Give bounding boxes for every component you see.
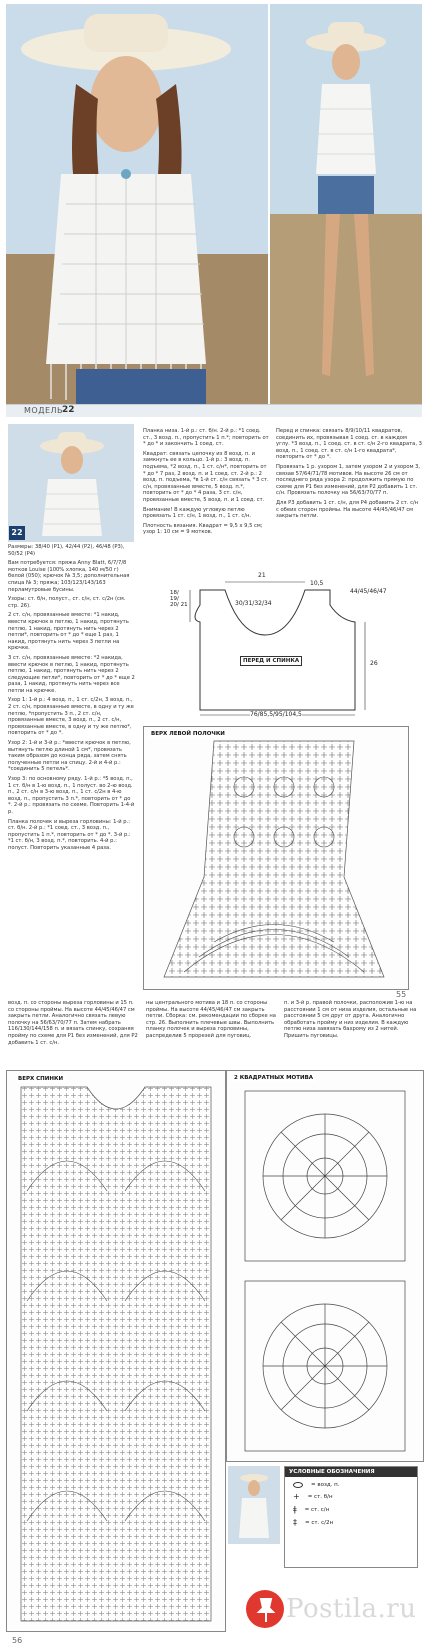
legend-item <box>293 1506 409 1514</box>
materials-paragraph: Вам потребуется: пряжа Anny Blatt, 6/7/7/8 мотков Louise (100% хлопка, 140 м/50 г) белой (050); крючок № 3,5; дополнительная спица № 3; пряжа; 103/123/143/163 перламутровые бусины. <box>8 560 130 593</box>
legend-thumbnail-photo <box>228 1466 280 1544</box>
legend-title: УСЛОВНЫЕ ОБОЗНАЧЕНИЯ <box>285 1467 417 1477</box>
watermark-text: Postila.ru <box>286 1594 417 1624</box>
left-placket-title: ВЕРХ ЛЕВОЙ ПОЛОЧКИ <box>148 730 228 738</box>
pin-logo-icon <box>246 1590 284 1628</box>
mid-paragraph-3: Плотность вязания. Квадрат = 9,5 x 9,5 см; узор 1: 10 см = 9 мотков. <box>143 522 263 536</box>
page-number-right: 56 <box>12 1636 23 1645</box>
legend-item-label: = ст. с/н <box>304 1507 330 1513</box>
dim-top: 21 <box>258 572 266 579</box>
schematic-drawing <box>170 560 420 720</box>
back-top-title: ВЕРХ СПИНКИ <box>15 1075 66 1083</box>
left-text-column <box>8 544 136 852</box>
model-photo-front <box>6 4 268 404</box>
dim-right: 10,5 <box>310 580 324 587</box>
technique-paragraph-2: 3 ст. с/н, провязанные вместе: *2 накида, ввести крючок в петлю, 1 накид, протянуть петлю, 1 накид, протянуть нить через 2 следующие петли*, повторить от * до * еще 2 раза, 1 накид, протянуть нить через все петли на крючке. <box>8 654 135 694</box>
legend-item <box>293 1493 409 1501</box>
patterns-paragraph: Узоры: ст. б/н, полуст., ст. с/н, ст. с/2н (см. стр. 26). <box>8 596 126 609</box>
schematic-label: ПЕРЕД И СПИНКА <box>240 656 302 666</box>
left-placket-diagram <box>144 727 408 989</box>
model-caption-band <box>6 404 422 417</box>
bottom-text-col-1: возд. п. со стороны выреза горловины и 15 п. со стороны проймы. На высоте 44/45/46/47 см закрыть петли. Аналогично связать левую полочку на 56/63/70/77 п. Затем набрать 116/130/144/158 п. и вязать спинку, сохраняя пройму по схеме для P1 без изменений, для P2 добавить 1 ст. с/н. <box>8 1000 138 1046</box>
middle-text-column <box>143 428 269 536</box>
dim-left: 18/ 19/ 20/ 21 <box>170 590 188 608</box>
model-label: МОДЕЛЬ <box>24 406 64 415</box>
square-motifs-title: 2 КВАДРАТНЫХ МОТИВА <box>231 1074 316 1082</box>
dim-inner: 30/31/32/34 <box>235 600 272 607</box>
right-paragraph-3: Для P3 добавить 1 ст. с/н, для P4 добавить 2 ст. с/н с обеих сторон проймы. На высоте 44/45/46/47 см закрыть петли. <box>276 499 419 520</box>
back-top-chart <box>6 1070 226 1632</box>
back-top-diagram <box>7 1071 225 1631</box>
technique-paragraph-6: Планка полочек и выреза горловины: 1-й р.: ст. б/н. 2-й р.: *1 соед. ст., 3 возд. п., пропустить 1 п.*, повторить от * до *. 3-й р.: *1 ст. б/н, 3 возд. п.*, повторить. 4-й р.: полуст. Повторить указанные 4 раза. <box>8 818 131 851</box>
model-thumbnail-photo <box>8 424 134 542</box>
technique-paragraph-5: Узор 3: по основному ряду. 1-й р.: *5 возд. п., 1 ст. б/н в 1-ю возд. п., 1 полуст. во 2-ю возд. п., 2 ст. с/н в 3-ю возд. п., 1 ст. с/2н в 4-ю возд. п., пропустить 3 п.*, повторить от * до *. 2-й р.: провязать по схеме. Повторить 1-4-й р. <box>8 776 135 815</box>
treble-crochet-icon: ‡ <box>293 1518 297 1527</box>
dim-side: 44/45/46/47 <box>350 588 387 595</box>
thumbnail-illustration <box>8 424 134 542</box>
model-photo-illustration <box>6 4 268 404</box>
model-photo-illustration <box>270 4 422 404</box>
front-back-schematic <box>170 560 420 720</box>
right-paragraph-2: Провязать 1 р. узором 1, затем узором 2 и узором 3, связав 57/64/71/78 мотивов. На высоте 26 см от последнего ряда узора 2: продолжить прямую по схеме для P1 без изменений, для P2 добавить 1 ст. с/н. Провязать полочку на 56/63/70/77 п. <box>276 463 421 497</box>
mid-paragraph-4: Внимание! В каждую угловую петлю провязать 1 ст. с/н, 1 возд. п., 1 ст. с/н. <box>143 506 252 520</box>
dim-bottom: 76/85,5/95/104,5 <box>250 711 302 718</box>
square-motifs-chart <box>226 1070 424 1462</box>
legend-item-label: = ст. б/н <box>307 1494 333 1500</box>
model-badge-number: 22 <box>11 528 23 537</box>
mid-paragraph-2: Квадрат: связать цепочку из 8 возд. п. и замкнуть ее в кольцо. 1-й р.: 3 возд. п. подъема, *2 возд. п., 1 ст. с/н*, повторить от * до * 7 раз, 2 возд. п. и 1 соед. ст. 2-й р.: 2 возд. п. подъема, *в 1-й ст. с/н связать * 3 ст. с/н, провязанные вместе, 5 возд. п.*, повторить от * до * 4 раза, 3 ст. с/н, провязанные вместе, 5 возд. п. и 1 соед. ст. <box>143 450 269 503</box>
mid-paragraph-1: Планка низа. 1-й р.: ст. б/н. 2-й р.: *1 соед. ст., 3 возд. п., пропустить 1 п.*; повторить от * до * и закончить 1 соед. ст. <box>143 428 269 448</box>
pin-glyph-icon <box>246 1590 284 1628</box>
legend-item <box>293 1519 409 1527</box>
left-placket-chart <box>143 726 409 990</box>
dim-height: 26 <box>370 660 378 667</box>
bottom-text-col-2: ны центрального мотива и 18 п. со стороны проймы. На высоте 44/45/46/47 см закрыть петли. Сборка: см. рекомендации по сборке на стр. 26. Выполнить плечевые швы. Выполнить планку полочек и выреза горловины, распределив 5 прорезей для пуговиц. <box>146 1000 276 1039</box>
legend-box <box>284 1466 418 1568</box>
square-motifs-diagram <box>227 1071 423 1461</box>
model-number: 22 <box>62 405 75 415</box>
legend-item-label: = ст. с/2н <box>305 1520 334 1526</box>
legend-item-label: = возд. п. <box>311 1482 340 1488</box>
technique-paragraph-1: 2 ст. с/н, провязанные вместе: *1 накид, ввести крючок в петлю, 1 накид, протянуть петлю, 1 накид, протянуть нить через 2 петли*, повторить от * до * еще 1 раз, 1 накид, протянуть нить через 3 петли на крючке. <box>8 612 129 652</box>
right-text-column <box>276 428 422 520</box>
model-badge <box>9 526 25 540</box>
double-crochet-icon: ǂ <box>293 1505 297 1514</box>
right-paragraph-1: Перед и спинка: связать 8/9/10/11 квадратов, соединить их, провязывая 1 соед. ст. в каждом углу. *3 возд. п., 1 соед. ст. в ст. с/н 2-го квадрата, 3 возд. п., 1 соед. ст. в ст. с/н 1-го квадрата*, повторить от * до *. <box>276 428 422 461</box>
single-crochet-icon: + <box>293 1492 300 1501</box>
sizes-paragraph: Размеры: 38/40 (P1), 42/44 (P2), 46/48 (P3), 50/52 (P4) <box>8 544 125 557</box>
chain-stitch-icon <box>293 1482 303 1488</box>
legend-item <box>293 1482 409 1488</box>
bottom-text-col-3: п. и 3-й р. правой полочки, расположив 1-ю на расстоянии 1 см от низа изделия, остальные на расстоянии 5 см друг от друга. Аналогично обработать пройму и низ изделия. В каждую петлю низа завязать бахрому из 2 нитей. Пришить пуговицы. <box>284 1000 417 1039</box>
legend-thumbnail-illustration <box>228 1466 280 1544</box>
page-number-left: 55 <box>396 990 407 999</box>
technique-paragraph-4: Узор 2: 1-й и 3-й р.: *ввести крючок в петлю, вытянуть петлю длиной 1 см*, провязать таким образом до конца ряда, затем снять полученные петли на спицу. 2-й и 4-й р.: *соединить 5 петель*. <box>8 740 131 773</box>
technique-paragraph-3: Узор 1: 1-й р.: 4 возд. п., 1 ст. с/2н, 3 возд. п., 2 ст. с/н, провязанные вместе, в одну и ту же петлю, *пропустить 3 п., 2 ст. с/н, провязанные вместе, 3 возд. п., 2 ст. с/н, провязанные вместе, в одну и ту же петлю*, повторить от * до *. <box>8 697 134 737</box>
model-photo-full <box>270 4 422 404</box>
